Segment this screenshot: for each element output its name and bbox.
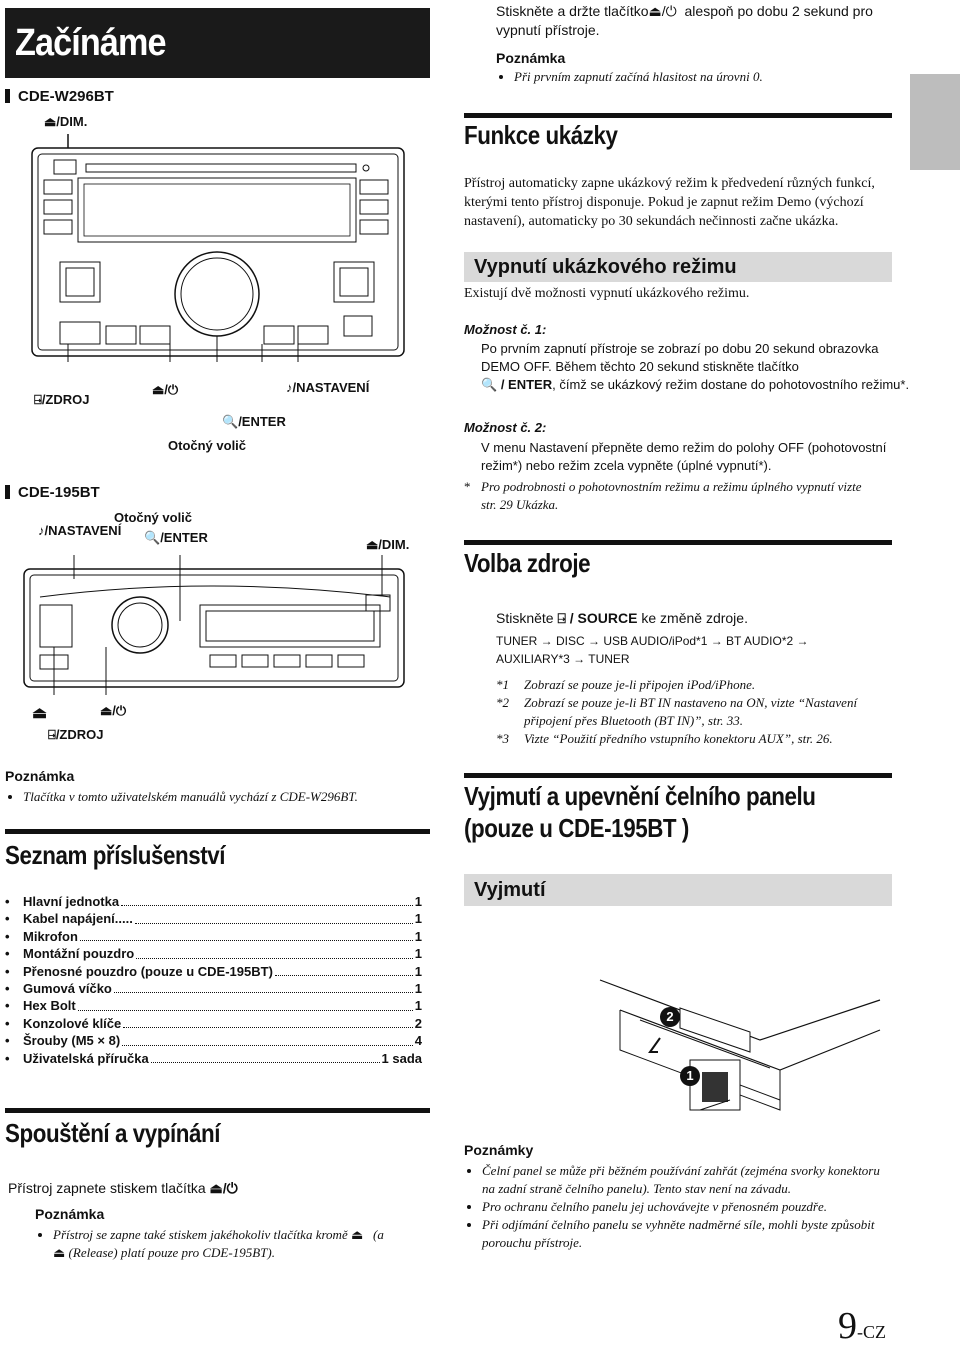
accessory-item: • Hex Bolt 1 xyxy=(5,997,422,1014)
search-icon: 🔍 xyxy=(144,530,161,545)
c195-volic-label: Otočný volič xyxy=(114,510,193,525)
accessory-item: • Montážní pouzdro 1 xyxy=(5,945,422,962)
source-icon: ⍈ xyxy=(34,392,42,407)
music-note-icon: ♪ xyxy=(286,380,293,395)
accessory-item: • Konzolové klíče 2 xyxy=(5,1015,422,1032)
source-chain xyxy=(496,632,809,668)
note-list xyxy=(35,1226,420,1262)
power-icon: ⏻ xyxy=(115,703,127,718)
option2-text: V menu Nastavení přepněte demo režim do polohy OFF (pohotovostní režim*) nebo režim zcela vypněte (úplné vypnutí*). xyxy=(481,440,887,473)
side-tab xyxy=(910,74,960,170)
eject-icon: ⏏ xyxy=(152,382,165,397)
w296-nastaveni-label: ♪/NASTAVENÍ xyxy=(286,380,370,395)
eject-icon: ⏏ xyxy=(44,114,57,129)
notes-heading: Poznámky xyxy=(464,1142,534,1158)
section-title-zaciname xyxy=(5,8,430,78)
model-bar xyxy=(5,485,10,499)
option1-heading: Možnost č. 1: xyxy=(464,322,547,337)
accessory-item: • Uživatelská příručka 1 sada xyxy=(5,1050,422,1067)
demo-text: Přístroj automaticky zapne ukázkový režim k předvedení různých funkcí, kterými tento přístroj disponuje. Pokud je zapnut režim Demo (výchozí nastavení), automaticky po 30 sekundách nečinnosti začne ukázka. xyxy=(464,176,875,229)
model-label-w296 xyxy=(5,88,114,105)
option2-footnote: * Pro podrobnosti o pohotovnostním režimu a režimu úplného vypnutí vizte str. 29 Ukázka. xyxy=(464,479,862,512)
note-item: • Přístroj se zapne také stiskem jakéhokoliv tlačítka kromě ⏏ (a ⏏ (Release) platí pouze pro CDE-195BT). xyxy=(53,1226,420,1262)
source-title: Volba zdroje xyxy=(464,548,591,578)
accessory-item: • Mikrofon 1 xyxy=(5,928,422,945)
accessories-list xyxy=(5,893,422,1067)
option2-heading: Možnost č. 2: xyxy=(464,420,547,435)
left-note-1 xyxy=(5,768,425,806)
note-item: • Tlačítka v tomto uživatelském manuálů vychází z CDE-W296BT. xyxy=(23,788,425,806)
source-rule xyxy=(464,540,892,545)
power-on-line: Přístroj zapnete stiskem tlačítka ⏏/⏻ xyxy=(8,1180,238,1196)
top-note xyxy=(496,50,916,86)
device-w296bt-diagram xyxy=(30,112,410,492)
w296-dim-label: ⏏/DIM. xyxy=(44,114,88,129)
note-item: • Při prvním zapnutí začíná hlasitost na úrovni 0. xyxy=(514,68,916,86)
source-icon: ⍈ xyxy=(557,610,566,626)
c195-eject-label xyxy=(32,703,47,723)
notes-list xyxy=(464,1162,884,1252)
demo-rule xyxy=(464,113,892,118)
power-rule xyxy=(5,1108,430,1113)
eject-icon: ⏏ xyxy=(53,1245,66,1260)
step-2-badge: 2 xyxy=(660,1007,680,1027)
title-text: Začínáme xyxy=(15,22,166,64)
power-icon: ⏻ xyxy=(226,1180,238,1196)
note-list xyxy=(496,68,916,86)
c195-enter-label: 🔍/ENTER xyxy=(144,530,208,545)
power-title: Spouštění a vypínání xyxy=(5,1118,221,1148)
source-footnotes: *1 Zobrazí se pouze je-li připojen iPod/iPhone. *2 Zobrazí se pouze je-li BT IN nastaveno na ON, vizte “Nastavení připojení přes Bluetooth (BT IN)”, str. 33. *3 Vizte “Použití předního vstupního konektoru AUX”, str. 26. xyxy=(496,677,858,746)
c195-front-panel xyxy=(10,555,420,695)
note-heading: Poznámka xyxy=(35,1206,105,1222)
model2-text: CDE-195BT xyxy=(18,484,100,501)
note-heading: Poznámka xyxy=(5,768,75,784)
accessory-item: • Přenosné pouzdro (pouze u CDE-195BT) 1 xyxy=(5,963,422,980)
eject-icon: ⏏ xyxy=(32,705,48,722)
note-list xyxy=(5,788,425,806)
eject-icon: ⏏ xyxy=(350,1227,364,1242)
source-instruction: Stiskněte ⍈ / SOURCE ke změně zdroje. xyxy=(496,610,748,626)
eject-icon: ⏏ xyxy=(100,703,113,718)
search-icon: 🔍 xyxy=(222,414,239,429)
eject-icon: ⏏ xyxy=(209,1180,223,1196)
accessory-item: • Kabel napájení..... 1 xyxy=(5,910,422,927)
step-1-badge: 1 xyxy=(680,1066,700,1086)
left-note-2 xyxy=(35,1206,420,1262)
accessory-item: • Šrouby (M5 × 8) 4 xyxy=(5,1032,422,1049)
accessories-title: Seznam příslušenství xyxy=(5,840,226,870)
power-icon: ⏻ xyxy=(665,3,677,19)
poweroff-instruction: Stiskněte a držte tlačítko⏏/⏻ alespoň po dobu 2 sekund pro vypnutí přístroje. xyxy=(496,3,873,38)
accessories-rule xyxy=(5,829,430,834)
note-item: • Čelní panel se může při běžném používání zahřát (zejména svorky konektoru na zadní straně čelního panelu). Tento stav není na závadu. xyxy=(482,1162,884,1198)
right-notes xyxy=(464,1142,884,1252)
note-heading: Poznámka xyxy=(496,50,566,66)
remove-subtitle: Vyjmutí xyxy=(464,874,892,906)
model1-text: CDE-W296BT xyxy=(18,88,114,105)
w296-zdroj-label: ⍈/ZDROJ xyxy=(34,392,90,407)
search-icon: 🔍 xyxy=(481,377,498,392)
model-label-195 xyxy=(5,484,100,501)
note-item: • Pro ochranu čelního panelu jej uchovávejte v přenosném pouzdře. xyxy=(482,1198,884,1216)
source-chain-line: TUNER → DISC → USB AUDIO/iPod*1 → BT AUDIO*2 → xyxy=(496,634,809,648)
w296-enter-label: 🔍/ENTER xyxy=(222,414,286,429)
model-bar xyxy=(5,89,10,103)
c195-zdroj-label: ⍈/ZDROJ xyxy=(48,727,104,742)
c195-power-label: ⏏/⏻ xyxy=(100,703,127,718)
w296-power-label: ⏏/⏻ xyxy=(152,382,179,397)
w296-front-panel xyxy=(30,112,410,362)
source-chain-line: AUXILIARY*3 → TUNER xyxy=(496,652,630,666)
demo-off-title: Vypnutí ukázkového režimu xyxy=(464,252,892,282)
page-number: 9-CZ xyxy=(838,1305,886,1347)
accessory-item: • Gumová víčko 1 xyxy=(5,980,422,997)
source-icon: ⍈ xyxy=(48,727,56,742)
power-icon: ⏻ xyxy=(167,382,179,397)
c195-dim-label: ⏏/DIM. xyxy=(366,537,410,552)
device-cde195bt-diagram xyxy=(10,505,420,750)
note-item: • Při odjímání čelního panelu se vyhněte nadměrné síle, mohli byste způsobit porouchu přístroje. xyxy=(482,1216,884,1252)
removal-illustration xyxy=(580,960,900,1130)
eject-icon: ⏏ xyxy=(366,537,379,552)
option1-text: Po prvním zapnutí přístroje se zobrazí po dobu 20 sekund obrazovka DEMO OFF. Během těchto 20 sekund stiskněte tlačítko 🔍 / ENTER, čímž se ukázkový režim dostane do pohotovostního režimu*. xyxy=(481,341,910,392)
demo-off-intro: Existují dvě možnosti vypnutí ukázkového režimu. xyxy=(464,286,750,301)
w296-volic-label: Otočný volič xyxy=(168,438,247,453)
demo-title: Funkce ukázky xyxy=(464,120,618,150)
c195-nastaveni-label: ♪/NASTAVENÍ xyxy=(38,523,122,538)
music-note-icon: ♪ xyxy=(38,523,45,538)
eject-icon: ⏏ xyxy=(648,3,662,19)
remove-rule xyxy=(464,773,892,778)
remove-title: Vyjmutí a upevnění čelního panelu (pouze u CDE-195BT ) xyxy=(464,781,816,843)
accessory-item: • Hlavní jednotka 1 xyxy=(5,893,422,910)
